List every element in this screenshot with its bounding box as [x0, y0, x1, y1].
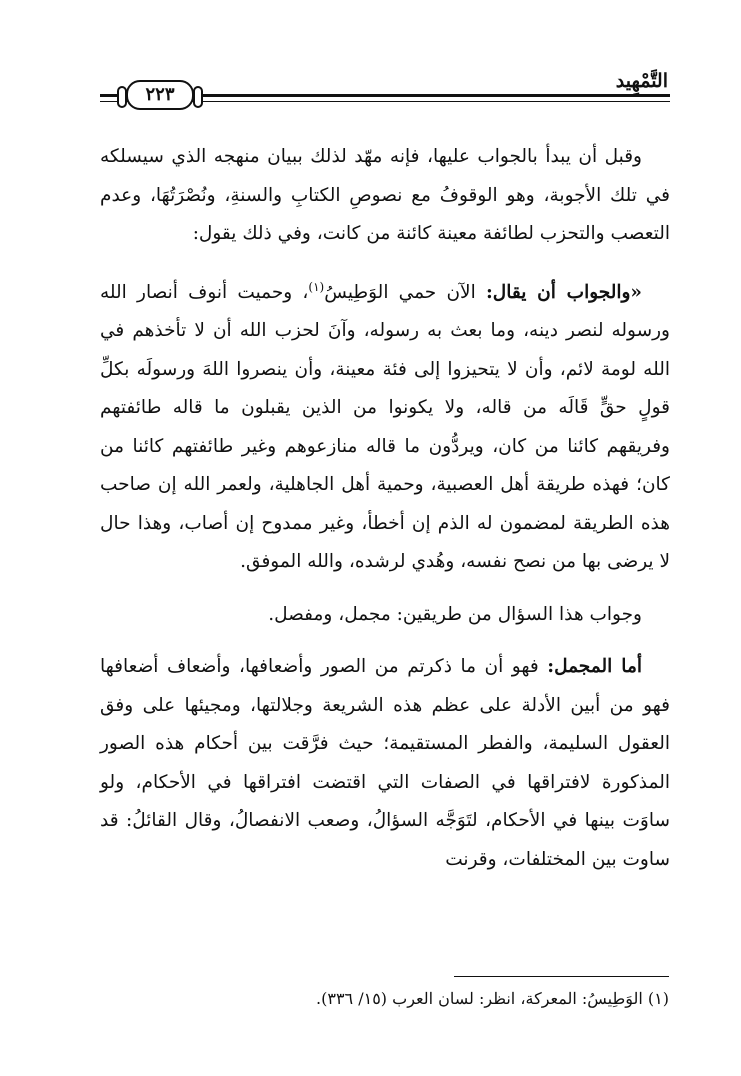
- quote-text-a: الآن حمي الوَطِيسُ: [324, 281, 476, 303]
- page-number: ٢٢٣: [126, 80, 194, 110]
- quote-lead: «والجواب أن يقال:: [485, 281, 642, 303]
- page-body: [100, 138, 670, 879]
- page-header: [100, 70, 670, 110]
- paragraph-quote: [100, 268, 670, 582]
- footnote-ref: (١): [308, 279, 325, 294]
- footnote: (١) الوَطِيسُ: المعركة، انظر: لسان العرب (١٥/ ٣٣٦).: [316, 989, 669, 1008]
- paragraph-intro: وقبل أن يبدأ بالجواب عليها، فإنه مهّد لذلك ببيان منهجه الذي سيسلكه في تلك الأجوبة، وهو الوقوفُ مع نصوصِ الكتابِ والسنةِ، ونُصْرَتُهَا، وعدم التعصب والتحزب لطائفة معينة كائنة من كانت، وفي ذلك يقول:: [100, 146, 670, 244]
- paragraph-general: [100, 648, 670, 879]
- footnote-divider: [454, 976, 669, 977]
- running-title: التَّمْهِيد: [608, 70, 668, 92]
- general-lead: أما المجمل:: [547, 656, 642, 678]
- general-text: فهو أن ما ذكرتم من الصور وأضعافها، وأضعاف أضعافها فهو من أبين الأدلة على عظم هذه الشريعة وجلالتها، ومجيئها على وفق العقول السليمة، والفطر المستقيمة؛ حيث فرَّقت بين أحكام هذه الصور المذكورة لافتراقها في الصفات التي اقتضت افتراقها في الأحكام، ولو ساوَت بينها في الأحكام، لتَوَجَّه السؤالُ، وصعب الانفصالُ، وقال القائلُ: قد ساوت بين المختلفات، وقرنت: [100, 656, 670, 870]
- quote-text-b: ، وحميت أنوف أنصار الله ورسوله لنصر دينه، وما بعث به رسوله، وآنَ لحزب الله أن لا تأخذهم في الله لومة لائم، وأن لا يتحيزوا إلى فئة معينة، وأن ينصروا اللهَ ورسولَه بكلِّ قولٍ حقٍّ قَالَه من قاله، ولا يكونوا من الذين يقبلون ما قاله طائفتهم وفريقهم كائنا من كان، ويردُّون ما قاله منازعوهم وغير طائفتهم كائنا من كان؛ فهذه طريقة أهل العصبية، وحمية أهل الجاهلية، ولعمر الله إن صاحب هذه الطريقة لمضمون له الذم إن أخطأ، وغير ممدوح إن أصاب، وهذا حال لا يرضى بها من نصح نفسه، وهُدي لرشده، والله الموفق.: [100, 281, 670, 573]
- paragraph-answer: وجواب هذا السؤال من طريقين: مجمل، ومفصل.: [268, 603, 642, 625]
